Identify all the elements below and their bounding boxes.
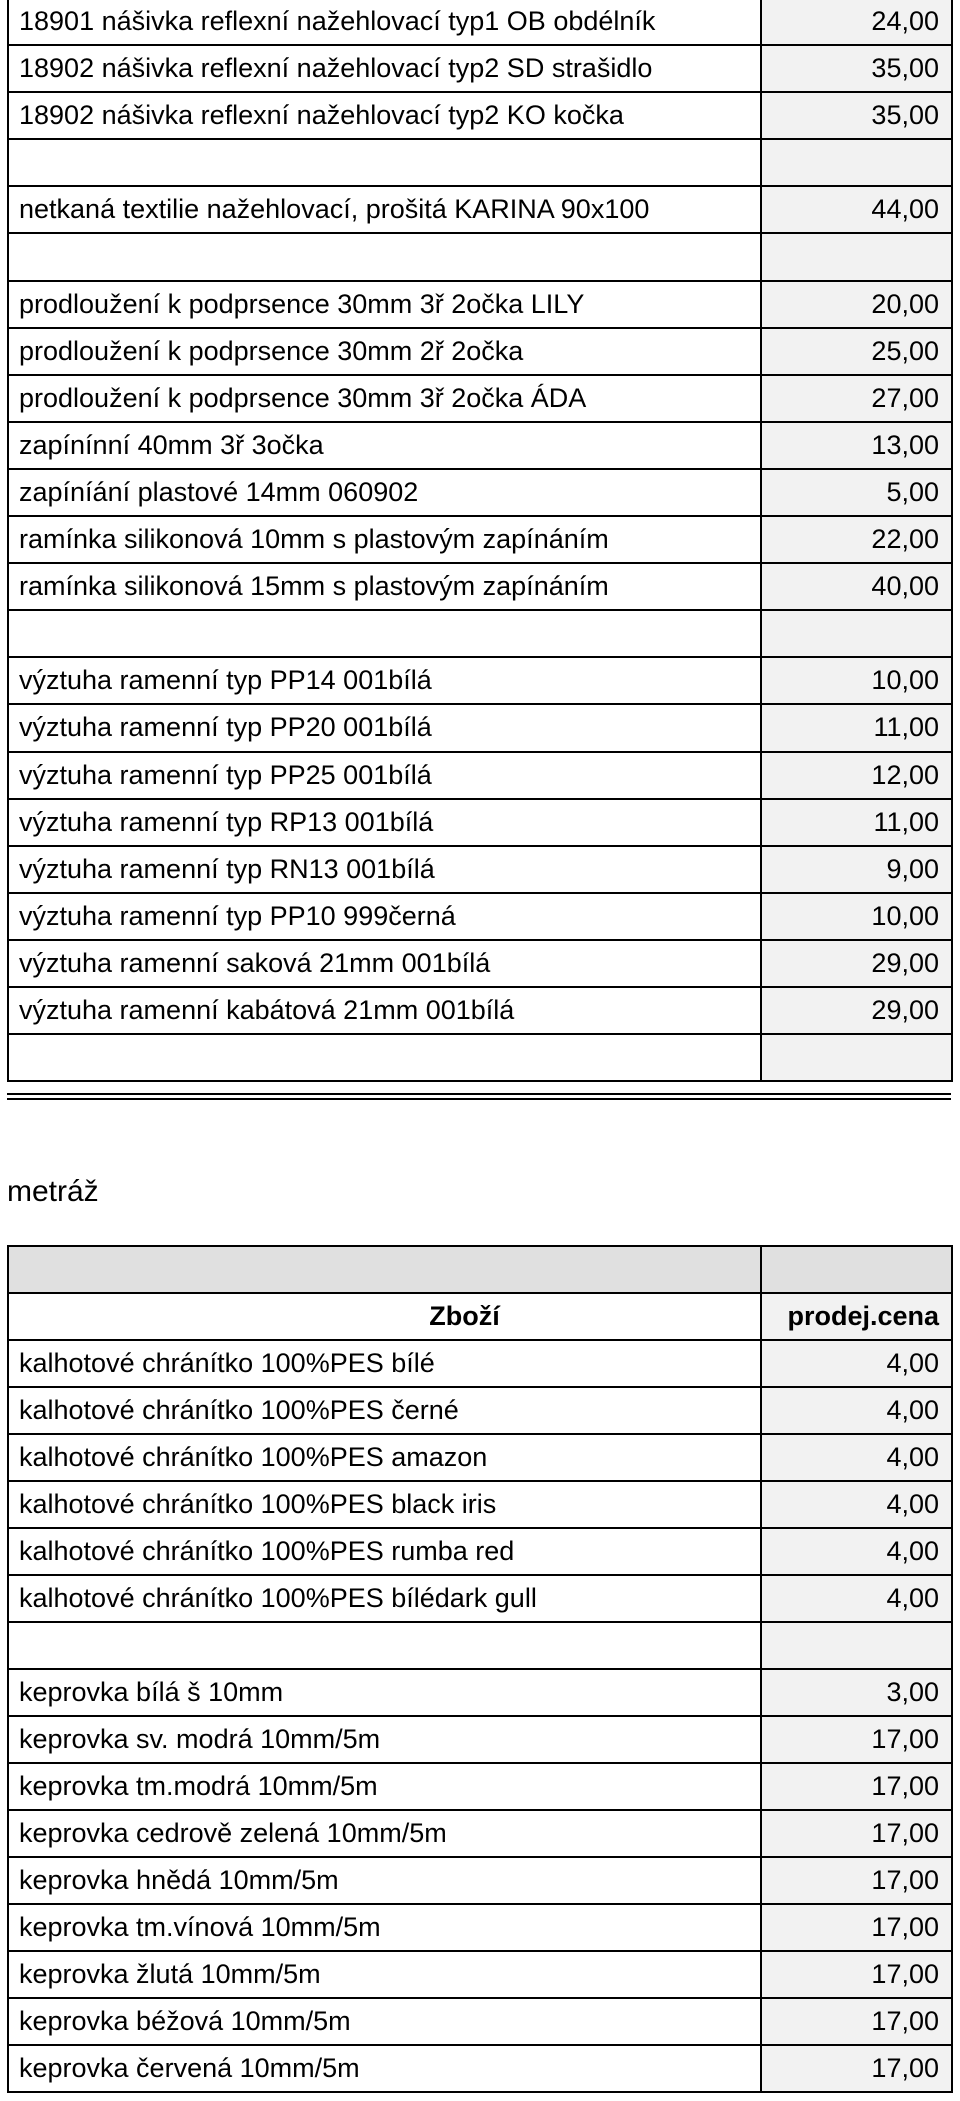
table-row — [8, 375, 952, 422]
table-row — [8, 45, 952, 92]
item-name-cell: 18902 nášivka reflexní nažehlovací typ2 SD strašidlo — [8, 45, 761, 92]
item-price-cell — [761, 1034, 952, 1081]
item-name-cell: výztuha ramenní typ PP25 001bílá — [8, 752, 761, 799]
blank-row — [8, 1034, 952, 1081]
blank-row — [8, 610, 952, 657]
item-price-cell: 22,00 — [761, 516, 952, 563]
item-price-cell: 10,00 — [761, 657, 952, 704]
item-price-cell: 10,00 — [761, 893, 952, 940]
item-price-cell: 29,00 — [761, 940, 952, 987]
table-end-double-rule — [7, 1093, 951, 1100]
table-row — [8, 92, 952, 139]
item-price-cell: 4,00 — [761, 1528, 952, 1575]
item-price-cell: 4,00 — [761, 1481, 952, 1528]
table-row — [8, 1857, 952, 1904]
item-name-cell: kalhotové chránítko 100%PES bílé — [8, 1340, 761, 1387]
item-name-cell: výztuha ramenní typ RN13 001bílá — [8, 846, 761, 893]
item-name-cell: 18901 nášivka reflexní nažehlovací typ1 OB obdélník — [8, 0, 761, 45]
item-price-cell: 11,00 — [761, 704, 952, 751]
table-row — [8, 704, 952, 751]
table-row — [8, 469, 952, 516]
item-price-cell: 11,00 — [761, 799, 952, 846]
item-name-cell: keprovka červená 10mm/5m — [8, 2045, 761, 2092]
item-name-cell: výztuha ramenní typ RP13 001bílá — [8, 799, 761, 846]
header-fill-cell — [761, 1246, 952, 1293]
item-price-cell — [761, 1622, 952, 1669]
table-row — [8, 1998, 952, 2045]
blank-row — [8, 139, 952, 186]
item-name-cell: kalhotové chránítko 100%PES bílédark gull — [8, 1575, 761, 1622]
item-price-cell: 29,00 — [761, 987, 952, 1034]
table-row — [8, 940, 952, 987]
item-name-cell: netkaná textilie nažehlovací, prošitá KARINA 90x100 — [8, 186, 761, 233]
item-name-cell: keprovka tm.modrá 10mm/5m — [8, 1763, 761, 1810]
table-row — [8, 516, 952, 563]
item-price-cell — [761, 233, 952, 280]
item-price-cell — [761, 139, 952, 186]
item-price-cell: 17,00 — [761, 1716, 952, 1763]
item-price-cell: 4,00 — [761, 1575, 952, 1622]
table-row — [8, 0, 952, 45]
item-price-cell: 25,00 — [761, 328, 952, 375]
item-name-cell — [8, 139, 761, 186]
item-name-cell: ramínka silikonová 15mm s plastovým zapínáním — [8, 563, 761, 610]
item-price-cell: 4,00 — [761, 1387, 952, 1434]
item-name-cell: prodloužení k podprsence 30mm 3ř 2očka LILY — [8, 281, 761, 328]
table-row — [8, 1716, 952, 1763]
blank-row — [8, 233, 952, 280]
item-name-cell: kalhotové chránítko 100%PES rumba red — [8, 1528, 761, 1575]
item-name-cell: 18902 nášivka reflexní nažehlovací typ2 KO kočka — [8, 92, 761, 139]
item-price-cell: 17,00 — [761, 1998, 952, 2045]
table-row — [8, 1763, 952, 1810]
item-price-cell: 17,00 — [761, 1763, 952, 1810]
item-name-cell — [8, 1034, 761, 1081]
item-price-cell: 27,00 — [761, 375, 952, 422]
item-name-cell: výztuha ramenní kabátová 21mm 001bílá — [8, 987, 761, 1034]
item-name-cell: keprovka cedrově zelená 10mm/5m — [8, 1810, 761, 1857]
item-name-cell: keprovka hnědá 10mm/5m — [8, 1857, 761, 1904]
header-fill-cell — [8, 1246, 761, 1293]
item-name-cell: keprovka sv. modrá 10mm/5m — [8, 1716, 761, 1763]
price-table-body — [8, 0, 952, 1081]
table-row — [8, 563, 952, 610]
item-price-cell: 17,00 — [761, 2045, 952, 2092]
table-row — [8, 1669, 952, 1716]
item-name-cell: keprovka bílá š 10mm — [8, 1669, 761, 1716]
item-name-cell: výztuha ramenní saková 21mm 001bílá — [8, 940, 761, 987]
table-row — [8, 1904, 952, 1951]
price-table-haberdashery — [7, 0, 953, 1082]
item-name-cell — [8, 1622, 761, 1669]
table-row — [8, 1387, 952, 1434]
item-price-cell: 3,00 — [761, 1669, 952, 1716]
item-name-cell: keprovka béžová 10mm/5m — [8, 1998, 761, 2045]
item-price-cell: 35,00 — [761, 45, 952, 92]
table-row — [8, 987, 952, 1034]
table-row — [8, 1481, 952, 1528]
item-name-cell: výztuha ramenní typ PP14 001bílá — [8, 657, 761, 704]
table-row — [8, 422, 952, 469]
table-row — [8, 1434, 952, 1481]
price-table-metraz — [7, 1245, 953, 2093]
item-price-cell: 24,00 — [761, 0, 952, 45]
item-name-cell: zapíníání plastové 14mm 060902 — [8, 469, 761, 516]
table-header-row — [8, 1293, 952, 1340]
item-name-cell: zapínínní 40mm 3ř 3očka — [8, 422, 761, 469]
item-price-cell: 5,00 — [761, 469, 952, 516]
item-price-cell: 9,00 — [761, 846, 952, 893]
item-name-cell: keprovka tm.vínová 10mm/5m — [8, 1904, 761, 1951]
table-row — [8, 186, 952, 233]
item-name-cell: keprovka žlutá 10mm/5m — [8, 1951, 761, 1998]
item-name-cell: výztuha ramenní typ PP20 001bílá — [8, 704, 761, 751]
item-price-cell: 20,00 — [761, 281, 952, 328]
item-price-cell: 40,00 — [761, 563, 952, 610]
item-price-cell: 17,00 — [761, 1951, 952, 1998]
item-name-cell: kalhotové chránítko 100%PES černé — [8, 1387, 761, 1434]
table-row — [8, 1810, 952, 1857]
item-price-cell — [761, 610, 952, 657]
item-name-cell: výztuha ramenní typ PP10 999černá — [8, 893, 761, 940]
table-row — [8, 846, 952, 893]
item-price-cell: 4,00 — [761, 1434, 952, 1481]
item-price-cell: 35,00 — [761, 92, 952, 139]
item-name-cell: ramínka silikonová 10mm s plastovým zapínáním — [8, 516, 761, 563]
table-row — [8, 1575, 952, 1622]
table-row — [8, 1951, 952, 1998]
price-table-body — [8, 1246, 952, 2092]
item-price-cell: 17,00 — [761, 1810, 952, 1857]
section-title-metraz: metráž — [7, 1175, 99, 1208]
table-row — [8, 1528, 952, 1575]
column-header-price: prodej.cena — [761, 1293, 952, 1340]
item-price-cell: 4,00 — [761, 1340, 952, 1387]
blank-row — [8, 1622, 952, 1669]
table-row — [8, 2045, 952, 2092]
item-price-cell: 13,00 — [761, 422, 952, 469]
item-name-cell — [8, 233, 761, 280]
table-row — [8, 657, 952, 704]
item-name-cell: kalhotové chránítko 100%PES black iris — [8, 1481, 761, 1528]
table-row — [8, 752, 952, 799]
item-name-cell: kalhotové chránítko 100%PES amazon — [8, 1434, 761, 1481]
table-row — [8, 799, 952, 846]
item-price-cell: 17,00 — [761, 1857, 952, 1904]
table-row — [8, 893, 952, 940]
table-header-fill-row — [8, 1246, 952, 1293]
item-price-cell: 17,00 — [761, 1904, 952, 1951]
item-name-cell: prodloužení k podprsence 30mm 3ř 2očka ÁDA — [8, 375, 761, 422]
column-header-goods: Zboží — [8, 1293, 761, 1340]
item-name-cell — [8, 610, 761, 657]
item-price-cell: 44,00 — [761, 186, 952, 233]
table-row — [8, 1340, 952, 1387]
table-row — [8, 281, 952, 328]
item-name-cell: prodloužení k podprsence 30mm 2ř 2očka — [8, 328, 761, 375]
table-row — [8, 328, 952, 375]
item-price-cell: 12,00 — [761, 752, 952, 799]
